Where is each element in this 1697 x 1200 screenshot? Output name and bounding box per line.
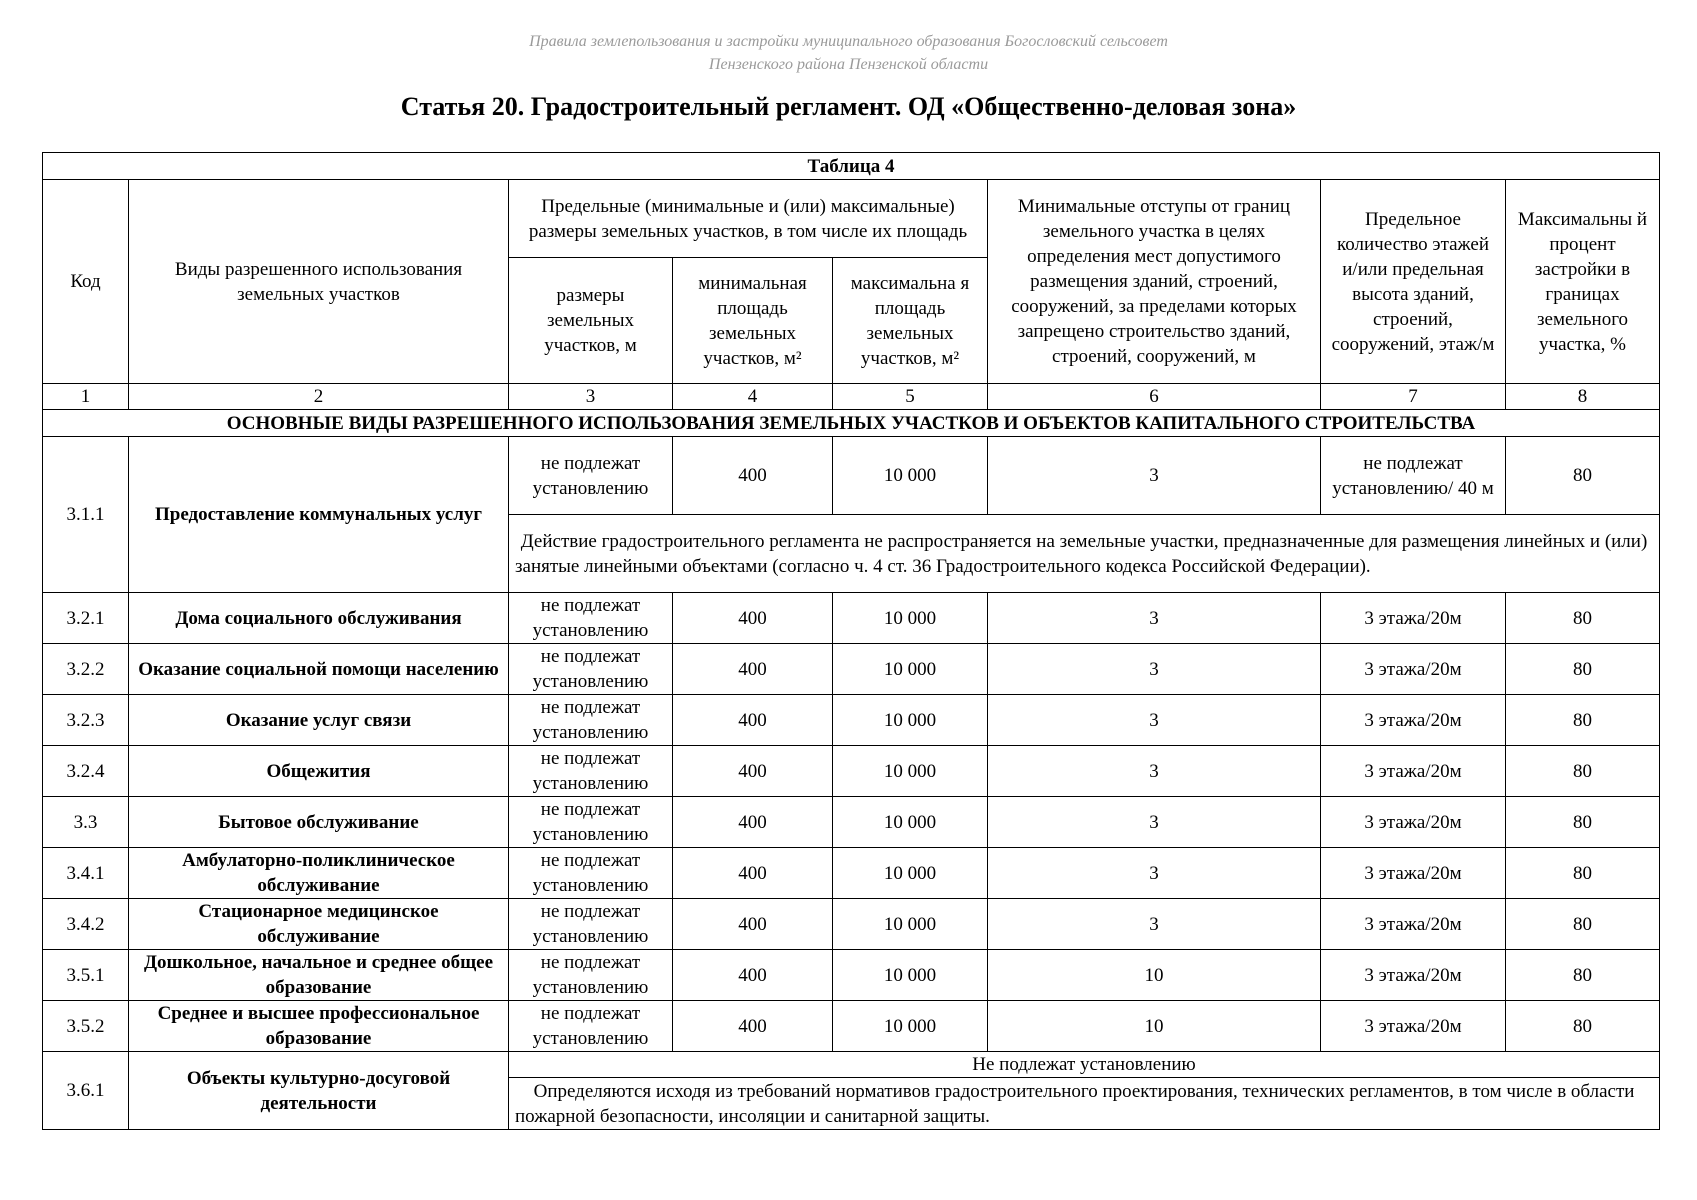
row-name: Среднее и высшее профессиональное образование — [129, 1001, 509, 1052]
row-min-area: 400 — [673, 797, 833, 848]
row-floors: 3 этажа/20м — [1321, 950, 1506, 1001]
row-min-area: 400 — [673, 695, 833, 746]
row-max-area: 10 000 — [833, 593, 988, 644]
header-sizes: размеры земельных участков, м — [509, 258, 673, 384]
row-size: не подлежат установлению — [509, 1001, 673, 1052]
row-size: не подлежат установлению — [509, 797, 673, 848]
row-name: Дошкольное, начальное и среднее общее образование — [129, 950, 509, 1001]
row-size: не подлежат установлению — [509, 746, 673, 797]
row-coverage: 80 — [1506, 950, 1660, 1001]
header-types: Виды разрешенного использования земельных участков — [129, 180, 509, 384]
row-code: 3.2.2 — [43, 644, 129, 695]
row-coverage: 80 — [1506, 437, 1660, 515]
column-number: 8 — [1506, 384, 1660, 410]
table-row — [43, 695, 1660, 746]
row-max-area: 10 000 — [833, 437, 988, 515]
table-row — [43, 899, 1660, 950]
row-coverage: 80 — [1506, 593, 1660, 644]
row-code: 3.6.1 — [43, 1052, 129, 1130]
row-setback: 3 — [988, 848, 1321, 899]
row-min-area: 400 — [673, 848, 833, 899]
header-note-line-2: Пензенского района Пензенской области — [708, 56, 989, 73]
row-max-area: 10 000 — [833, 644, 988, 695]
row-size: не подлежат установлению — [509, 644, 673, 695]
row-name: Дома социального обслуживания — [129, 593, 509, 644]
column-number: 4 — [673, 384, 833, 410]
row-code: 3.5.2 — [43, 1001, 129, 1052]
row-max-area: 10 000 — [833, 797, 988, 848]
row-name: Объекты культурно-досуговой деятельности — [129, 1052, 509, 1130]
row-floors: 3 этажа/20м — [1321, 746, 1506, 797]
row-floors: 3 этажа/20м — [1321, 593, 1506, 644]
row-floors: не подлежат установлению/ 40 м — [1321, 437, 1506, 515]
row-setback: 3 — [988, 437, 1321, 515]
document-header-note — [0, 30, 1697, 76]
table-row — [43, 848, 1660, 899]
header-limit-group: Предельные (минимальные и (или) максимальные) размеры земельных участков, в том числе их площадь — [509, 180, 988, 258]
row-coverage: 80 — [1506, 797, 1660, 848]
column-number: 5 — [833, 384, 988, 410]
row-value: Не подлежат установлению — [509, 1052, 1660, 1078]
column-number: 3 — [509, 384, 673, 410]
row-min-area: 400 — [673, 593, 833, 644]
row-code: 3.3 — [43, 797, 129, 848]
row-floors: 3 этажа/20м — [1321, 848, 1506, 899]
row-setback: 3 — [988, 644, 1321, 695]
row-name: Оказание услуг связи — [129, 695, 509, 746]
row-note: Определяются исходя из требований нормативов градостроительного проектирования, технических регламентов, в том числе в области пожарной безопасности, инсоляции и санитарной защиты. — [509, 1078, 1660, 1130]
row-coverage: 80 — [1506, 899, 1660, 950]
row-min-area: 400 — [673, 899, 833, 950]
row-code: 3.5.1 — [43, 950, 129, 1001]
row-floors: 3 этажа/20м — [1321, 797, 1506, 848]
row-size: не подлежат установлению — [509, 593, 673, 644]
row-min-area: 400 — [673, 437, 833, 515]
row-coverage: 80 — [1506, 848, 1660, 899]
row-max-area: 10 000 — [833, 1001, 988, 1052]
row-min-area: 400 — [673, 1001, 833, 1052]
row-code: 3.1.1 — [43, 437, 129, 593]
table-row — [43, 1001, 1660, 1052]
row-code: 3.4.1 — [43, 848, 129, 899]
regulation-table — [42, 152, 1660, 1130]
row-size: не подлежат установлению — [509, 848, 673, 899]
table-label: Таблица 4 — [43, 153, 1660, 180]
row-size: не подлежат установлению — [509, 437, 673, 515]
row-floors: 3 этажа/20м — [1321, 644, 1506, 695]
row-coverage: 80 — [1506, 644, 1660, 695]
row-setback: 3 — [988, 746, 1321, 797]
row-max-area: 10 000 — [833, 950, 988, 1001]
header-max-area: максимальна я площадь земельных участков, м² — [833, 258, 988, 384]
row-max-area: 10 000 — [833, 695, 988, 746]
row-setback: 10 — [988, 1001, 1321, 1052]
row-code: 3.2.4 — [43, 746, 129, 797]
row-size: не подлежат установлению — [509, 899, 673, 950]
row-note: Действие градостроительного регламента не распространяется на земельные участки, предназначенные для размещения линейных и (или) занятые линейными объектами (согласно ч. 4 ст. 36 Градостроительного кодекса Российской Федерации). — [509, 515, 1660, 593]
row-code: 3.2.1 — [43, 593, 129, 644]
column-number: 7 — [1321, 384, 1506, 410]
row-name: Оказание социальной помощи населению — [129, 644, 509, 695]
section-title: ОСНОВНЫЕ ВИДЫ РАЗРЕШЕННОГО ИСПОЛЬЗОВАНИЯ ЗЕМЕЛЬНЫХ УЧАСТКОВ И ОБЪЕКТОВ КАПИТАЛЬНОГО СТРОИТЕЛЬСТВА — [43, 410, 1660, 437]
row-size: не подлежат установлению — [509, 950, 673, 1001]
row-floors: 3 этажа/20м — [1321, 695, 1506, 746]
row-setback: 3 — [988, 899, 1321, 950]
row-floors: 3 этажа/20м — [1321, 899, 1506, 950]
row-name: Амбулаторно-поликлиническое обслуживание — [129, 848, 509, 899]
row-name: Стационарное медицинское обслуживание — [129, 899, 509, 950]
row-floors: 3 этажа/20м — [1321, 1001, 1506, 1052]
column-number: 2 — [129, 384, 509, 410]
header-note-line-1: Правила землепользования и застройки муниципального образования Богословский сельсовет — [529, 33, 1168, 50]
header-coverage: Максимальны й процент застройки в границах земельного участка, % — [1506, 180, 1660, 384]
article-title: Статья 20. Градостроительный регламент. ОД «Общественно-деловая зона» — [400, 92, 1297, 121]
table-row — [43, 593, 1660, 644]
table-row — [43, 746, 1660, 797]
row-min-area: 400 — [673, 746, 833, 797]
row-max-area: 10 000 — [833, 848, 988, 899]
column-number: 6 — [988, 384, 1321, 410]
row-setback: 3 — [988, 695, 1321, 746]
column-number: 1 — [43, 384, 129, 410]
row-setback: 3 — [988, 593, 1321, 644]
row-coverage: 80 — [1506, 1001, 1660, 1052]
header-floors: Предельное количество этажей и/или предельная высота зданий, строений, сооружений, этаж/м — [1321, 180, 1506, 384]
table-row — [43, 950, 1660, 1001]
row-max-area: 10 000 — [833, 746, 988, 797]
row-name: Общежития — [129, 746, 509, 797]
row-min-area: 400 — [673, 644, 833, 695]
row-min-area: 400 — [673, 950, 833, 1001]
row-setback: 3 — [988, 797, 1321, 848]
row-max-area: 10 000 — [833, 899, 988, 950]
row-name: Предоставление коммунальных услуг — [129, 437, 509, 593]
row-coverage: 80 — [1506, 695, 1660, 746]
column-numbers-row — [43, 384, 1660, 410]
row-coverage: 80 — [1506, 746, 1660, 797]
row-size: не подлежат установлению — [509, 695, 673, 746]
row-name: Бытовое обслуживание — [129, 797, 509, 848]
header-setbacks: Минимальные отступы от границ земельного участка в целях определения мест допустимого размещения зданий, строений, сооружений, за пределами которых запрещено строительство зданий, строений, сооружений, м — [988, 180, 1321, 384]
row-code: 3.2.3 — [43, 695, 129, 746]
row-code: 3.4.2 — [43, 899, 129, 950]
table-row — [43, 644, 1660, 695]
table-row — [43, 797, 1660, 848]
header-code: Код — [43, 180, 129, 384]
row-setback: 10 — [988, 950, 1321, 1001]
header-min-area: минимальная площадь земельных участков, м² — [673, 258, 833, 384]
